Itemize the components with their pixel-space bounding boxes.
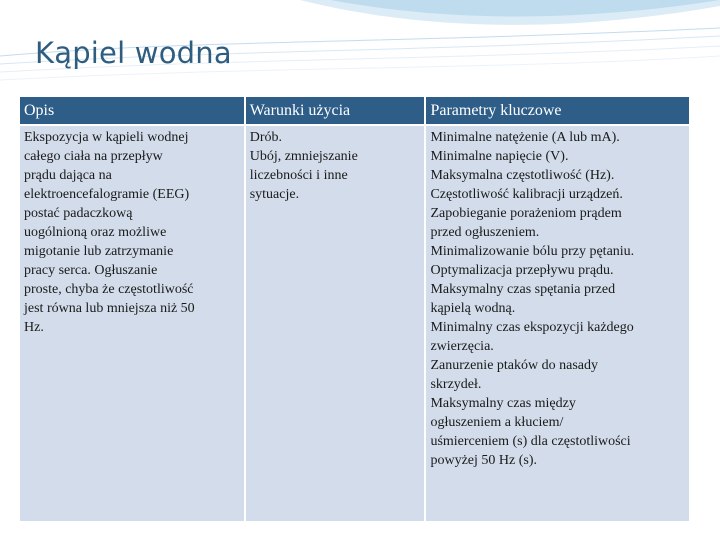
parameters-table: [18, 95, 691, 523]
table-header-row: [20, 97, 689, 124]
cell-conditions: Drób. Ubój, zmniejszanie liczebności i inne sytuacje.: [246, 126, 425, 521]
cell-description: Ekspozycja w kąpieli wodnej całego ciała na przepływ prądu dająca na elektroencefalogramie (EEG) postać padaczkową uogólnioną oraz możliwe migotanie lub zatrzymanie pracy serca. Ogłuszanie proste, chyba że częstotliwość jest równa lub mniejsza niż 50 Hz.: [20, 126, 244, 521]
header-conditions: Warunki użycia: [246, 97, 425, 124]
slide-title: Kąpiel wodna: [35, 36, 232, 70]
table-row: [20, 126, 689, 521]
cell-parameters: Minimalne natężenie (A lub mA). Minimalne napięcie (V). Maksymalna częstotliwość (Hz). Częstotliwość kalibracji urządzeń. Zapobieganie porażeniom prądem przed ogłuszeniem. Minimalizowanie bólu przy pętaniu. Optymalizacja przepływu prądu. Maksymalny czas spętania przed kąpielą wodną. Minimalny czas ekspozycji każdego zwierzęcia. Zanurzenie ptaków do nasady skrzydeł. Maksymalny czas między ogłuszeniem a kłuciem/ uśmierceniem (s) dla częstotliwości powyżej 50 Hz (s).: [426, 126, 689, 521]
header-parameters: Parametry kluczowe: [426, 97, 689, 124]
header-description: Opis: [20, 97, 244, 124]
